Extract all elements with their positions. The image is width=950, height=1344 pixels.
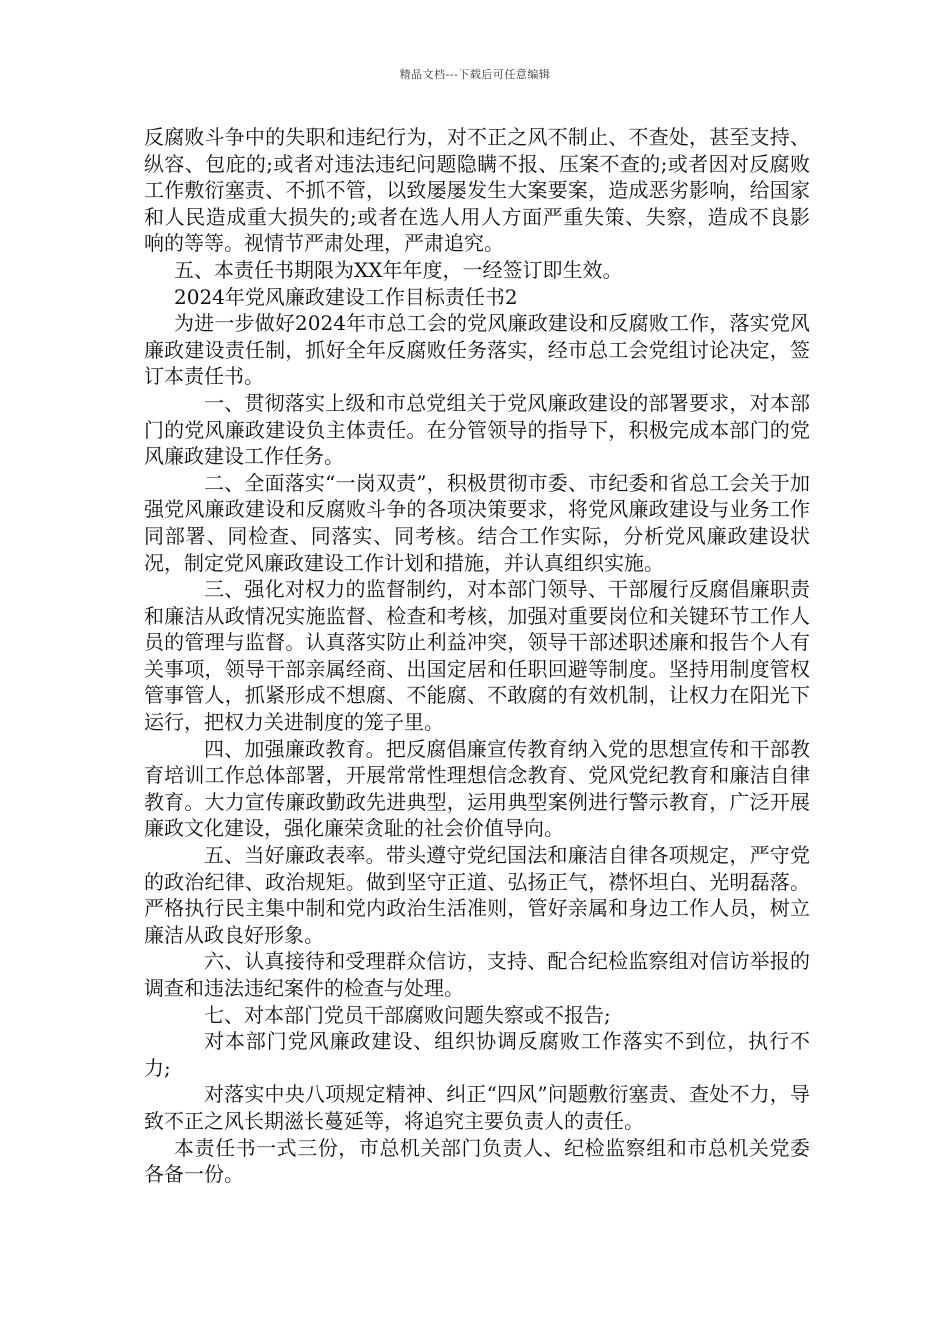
paragraph-intro: 为进一步做好2024年市总工会的党风廉政建设和反腐败工作，落实党风廉政建设责任制，抓好全年反腐败任务落实，经市总工会党组讨论决定，签订本责任书。 [144, 311, 810, 389]
section-title: 2024年党风廉政建设工作目标责任书2 [174, 284, 518, 309]
paragraph-item-4: 四、加强廉政教育。把反腐倡廉宣传教育纳入党的思想宣传和干部教育培训工作总体部署，开展常常性理想信念教育、党风党纪教育和廉洁自律教育。大力宣传廉政勤政先进典型，运用典型案例进行警示教育，广泛开展廉政文化建设，强化廉荣贪耻的社会价值导向。 [144, 736, 810, 841]
page-header: 精品文档---下载后可任意编辑 [399, 68, 551, 81]
paragraph-item-5: 五、当好廉政表率。带头遵守党纪国法和廉洁自律各项规定，严守党的政治纪律、政治规矩。做到坚守正道、弘扬正气，襟怀坦白、光明磊落。严格执行民主集中制和党内政治生活准则，管好亲属和身边工作人员，树立廉洁从政良好形象。 [144, 843, 810, 947]
paragraph-item-7b: 对落实中央八项规定精神、纠正“四风”问题敷衍塞责、查处不力，导致不正之风长期滋长蔓延等，将追究主要负责人的责任。 [144, 1082, 810, 1133]
paragraph-continuation: 反腐败斗争中的失职和违纪行为，对不正之风不制止、不查处，甚至支持、纵容、包庇的;或者对违法违纪问题隐瞒不报、压案不查的;或者因对反腐败工作敷衍塞责、不抓不管，以致屡屡发生大案要案，造成恶劣影响，给国家和人民造成重大损失的;或者在选人用人方面严重失策、失察，造成不良影响的等等。视情节严肃处理，严肃追究。 [144, 125, 810, 256]
paragraph-item-1: 一、贯彻落实上级和市总党组关于党风廉政建设的部署要求，对本部门的党风廉政建设负主体责任。在分管领导的指导下，积极完成本部门的党风廉政建设工作任务。 [144, 390, 810, 469]
paragraph-closing: 本责任书一式三份，市总机关部门负责人、纪检监察组和市总机关党委各备一份。 [144, 1135, 810, 1187]
paragraph-item-2: 二、全面落实“一岗双责”，积极贯彻市委、市纪委和省总工会关于加强党风廉政建设和反腐败斗争的各项决策要求，将党风廉政建设与业务工作同部署、同检查、同落实、同考核。结合工作实际，分析党风廉政建设状况，制定党风廉政建设工作计划和措施，并认真组织实施。 [144, 470, 810, 575]
paragraph-item-6: 六、认真接待和受理群众信访，支持、配合纪检监察组对信访举报的调查和违法违纪案件的检查与处理。 [144, 949, 810, 1000]
paragraph-item-3: 三、强化对权力的监督制约，对本部门领导、干部履行反腐倡廉职责和廉洁从政情况实施监督、检查和考核，加强对重要岗位和关键环节工作人员的管理与监督。认真落实防止利益冲突，领导干部述职述廉和报告个人有关事项，领导干部亲属经商、出国定居和任职回避等制度。坚持用制度管权管事管人，抓紧形成不想腐、不能腐、不敢腐的有效机制，让权力在阳光下运行，把权力关进制度的笼子里。 [144, 577, 810, 735]
paragraph-item-7a: 对本部门党风廉政建设、组织协调反腐败工作落实不到位，执行不力; [144, 1029, 810, 1080]
document-body [144, 124, 810, 1188]
paragraph-term: 五、本责任书期限为XX年年度，一经签订即生效。 [174, 257, 623, 282]
paragraph-item-7: 七、对本部门党员干部腐败问题失察或不报告; [204, 1002, 611, 1027]
